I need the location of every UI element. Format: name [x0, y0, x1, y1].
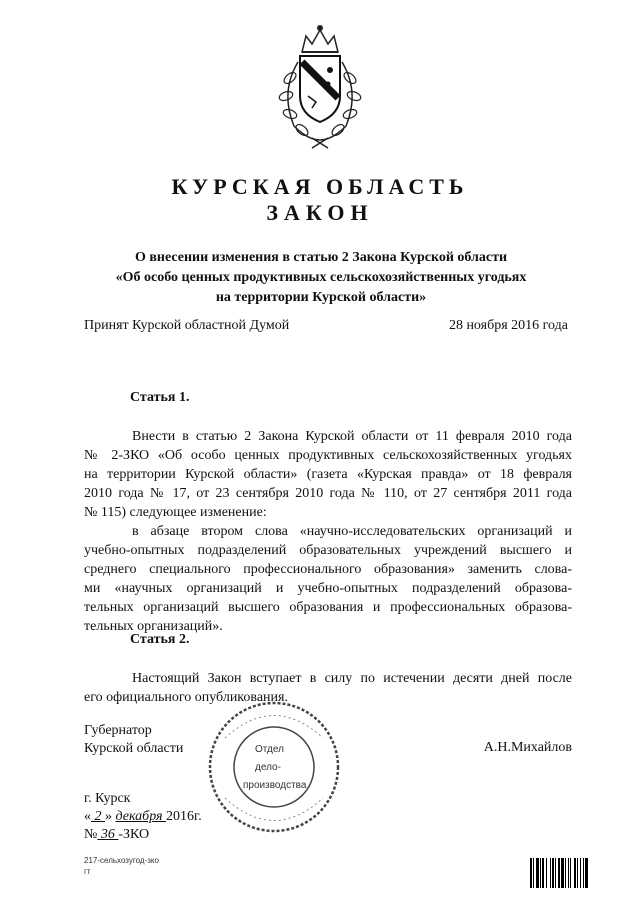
- adoption-line: [84, 318, 568, 334]
- round-stamp-icon: [205, 698, 343, 836]
- date-day: 2: [91, 809, 105, 824]
- coat-of-arms-icon: [272, 22, 368, 154]
- article-1-body: [84, 427, 572, 636]
- signatory-position: [84, 722, 183, 758]
- date-year: 2016г.: [166, 809, 202, 824]
- file-reference: [84, 855, 159, 877]
- body-line: тельных организаций».: [84, 619, 223, 634]
- body-line: на территории Курской области» (газета «Курская правда» от 18 февраля: [84, 467, 572, 482]
- body-line: ми «научных организаций и учебно-опытных подразделений образова-: [84, 581, 572, 596]
- body-line: среднего специального профессионального образования» заменить слова-: [84, 562, 572, 577]
- adopted-by: Принят Курской областной Думой: [84, 318, 290, 333]
- region-title: КУРСКАЯ ОБЛАСТЬ: [171, 174, 469, 199]
- footer-line: 217-сельхозугод-зко: [84, 856, 159, 865]
- city: г. Курск: [84, 791, 131, 806]
- signatory-name: А.Н.Михайлов: [483, 740, 572, 755]
- body-line: тельных организаций высшего образования и профессиональных образова-: [84, 600, 572, 615]
- document-type: ЗАКОН: [266, 200, 374, 225]
- law-subject: [80, 248, 562, 308]
- signing-date: « 2 » декабря 2016г.: [84, 809, 202, 824]
- adoption-date: 28 ноября 2016 года: [448, 318, 568, 333]
- stamp-line: Отдел: [255, 744, 284, 755]
- position-line: Курской области: [84, 741, 184, 756]
- body-line: № 115) следующее изменение:: [84, 505, 267, 520]
- subject-line: О внесении изменения в статью 2 Закона Курской области: [134, 250, 508, 265]
- date-month: декабря: [115, 809, 167, 824]
- position-line: Губернатор: [84, 723, 152, 738]
- body-line: учебно-опытных подразделений образовательных учреждений высшего и: [84, 543, 572, 558]
- subject-line: на территории Курской области»: [215, 290, 427, 305]
- body-line: Внести в статью 2 Закона Курской области от 11 февраля 2010 года: [132, 429, 572, 444]
- subject-line: «Об особо ценных продуктивных сельскохозяйственных угодьях: [115, 270, 527, 285]
- article-2-title: Статья 2.: [130, 632, 190, 647]
- body-line: в абзаце втором слова «научно-исследовательских организаций и: [132, 524, 572, 539]
- stamp-line: производства: [243, 780, 307, 791]
- stamp-line: дело-: [255, 762, 281, 773]
- footer-line: гт: [84, 867, 91, 876]
- signing-place-date: [84, 790, 202, 844]
- barcode-icon: [530, 858, 622, 888]
- body-line: № 2-ЗКО «Об особо ценных продуктивных сельскохозяйственных угодьях: [84, 448, 572, 463]
- law-number: № 36 -ЗКО: [84, 827, 150, 842]
- body-line: его официального опубликования.: [84, 690, 288, 705]
- body-line: 2010 года № 17, от 23 сентября 2010 года № 110, от 27 сентября 2011 года: [84, 486, 572, 501]
- number-value: 36: [97, 827, 119, 842]
- article-1-title: Статья 1.: [130, 390, 190, 405]
- body-line: Настоящий Закон вступает в силу по истечении десяти дней после: [132, 671, 572, 686]
